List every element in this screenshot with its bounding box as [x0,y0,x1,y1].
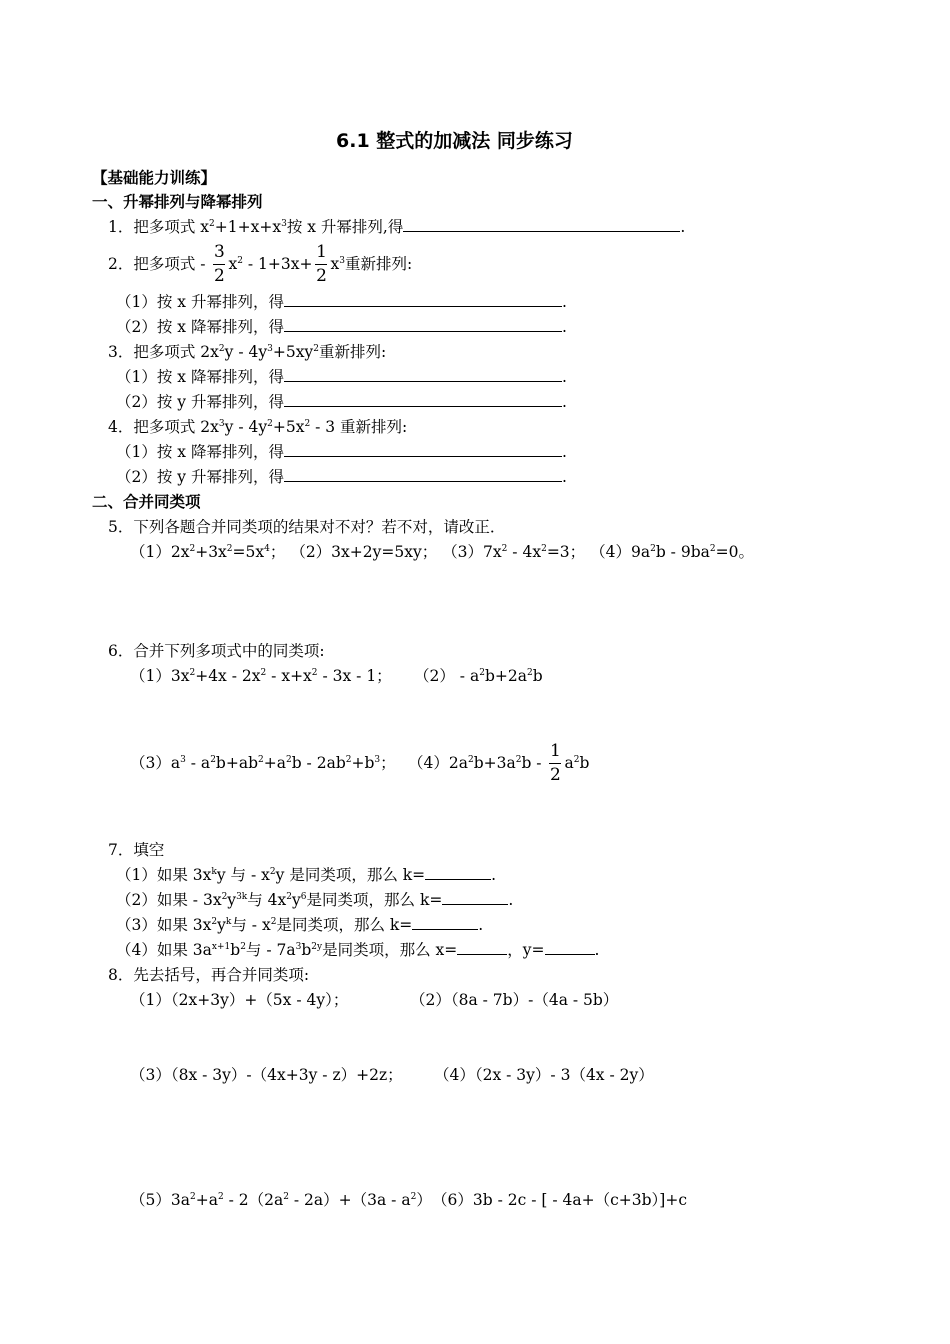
answer-blank[interactable] [284,441,562,457]
question-6-3: $(3)a^3 - a^2b+ab^2+a^2b - 2ab^2+b^3$； [130,754,396,772]
fraction: $\frac{3}{2}$ [214,242,225,286]
answer-blank[interactable] [284,466,562,482]
question-8-4: （4）（2x - 3y）- 3（4x - 2y） [434,1066,654,1084]
question-6-4: $(4)2a^2b+3a^2b$ - $\frac{1}{2}$ $a^2b$ [408,741,590,785]
question-2-2: （2）按 x 降幂排列，得 . [116,318,567,336]
question-8-5: $(5)3a^2+a^2 - 2(2a^2 - 2a)+(3a - a^2)$ [130,1191,432,1209]
item-4: $(4)9a^2b - 9ba^2=0$。 [590,543,754,561]
question-4-1: （1）按 x 降幂排列，得 . [116,443,567,461]
answer-blank[interactable] [284,366,562,382]
page-title: 6.1 整式的加减法 同步练习 [336,130,573,152]
item-1: $(1)2x^2+3x^2=5x^4$； [130,543,286,561]
question-2-1: （1）按 x 升幂排列，得 . [116,293,567,311]
question-8-6: （6）3b - 2c - [ - 4a+（c+3b）]+c [432,1191,688,1209]
answer-blank[interactable] [412,914,478,930]
answer-blank-y[interactable] [545,939,595,955]
part2-heading: 二、合并同类项 [92,493,201,511]
answer-blank-x[interactable] [457,939,507,955]
part1-heading: 一、升幂排列与降幂排列 [92,193,263,211]
question-2: 2．把多项式 - $\frac{3}{2}$ $x^2 - 1+3x+$ $\frac{1}{2}$ $x^3$重新排列: [108,242,413,286]
question-6-1: $(1)3x^2+4x - 2x^2 - x+x^2 - 3x - 1$； [130,667,392,685]
question-6: 6．合并下列多项式中的同类项: [108,642,325,660]
question-3-2: （2）按 y 升幂排列，得 . [116,393,567,411]
question-7-2: （2）如果 - $3x^2y^{3k}$与 $4x^2y^6$是同类项，那么 k= . [116,891,514,909]
question-1: 1．把多项式 $x^2+1+x+x^3$按 x 升幂排列,得 . [108,218,686,236]
question-4-2: （2）按 y 升幂排列，得 . [116,468,567,486]
question-7: 7．填空 [108,841,165,859]
fraction: $\frac{1}{2}$ [316,242,327,286]
item-3: $(3)7x^2 - 4x^2=3$； [442,543,586,561]
question-8: 8．先去括号，再合并同类项: [108,966,310,984]
answer-blank[interactable] [284,391,562,407]
answer-blank[interactable] [425,864,491,880]
answer-blank[interactable] [284,316,562,332]
question-3: 3．把多项式 $2x^2y - 4y^3+5xy^2$重新排列: [108,343,387,361]
question-7-3: （3）如果 $3x^2y^k$与 - $x^2$是同类项，那么 k= . [116,916,484,934]
question-7-4: （4）如果 $3a^{x+1}b^2$与 - $7a^3b^{2y}$是同类项，那么 x= ，y= . [116,941,600,959]
answer-blank[interactable] [284,291,562,307]
question-8-3: （3）（8x - 3y）-（4x+3y - z）+2z； [130,1066,403,1084]
fraction: $\frac{1}{2}$ [550,741,561,785]
question-8-2: （2）（8a - 7b）-（4a - 5b） [410,991,619,1009]
question-7-1: （1）如果 $3x^ky$ 与 - $x^2y$ 是同类项，那么 k= . [116,866,497,884]
answer-blank[interactable] [403,216,680,232]
question-3-1: （1）按 x 降幂排列，得 . [116,368,567,386]
question-8-1: （1）（2x+3y）+（5x - 4y）； [130,991,349,1009]
question-4: 4．把多项式 $2x^3y - 4y^2+5x^2 - 3$ 重新排列: [108,418,408,436]
answer-blank[interactable] [442,889,508,905]
item-2: （2）3x+2y=5xy； [290,543,438,561]
question-5-items [130,541,754,563]
question-6-2: $(2) - a^2b+2a^2b$ [414,667,543,685]
question-5: 5．下列各题合并同类项的结果对不对？若不对，请改正． [108,518,506,536]
section-basic-training: 【基础能力训练】 [92,169,217,187]
